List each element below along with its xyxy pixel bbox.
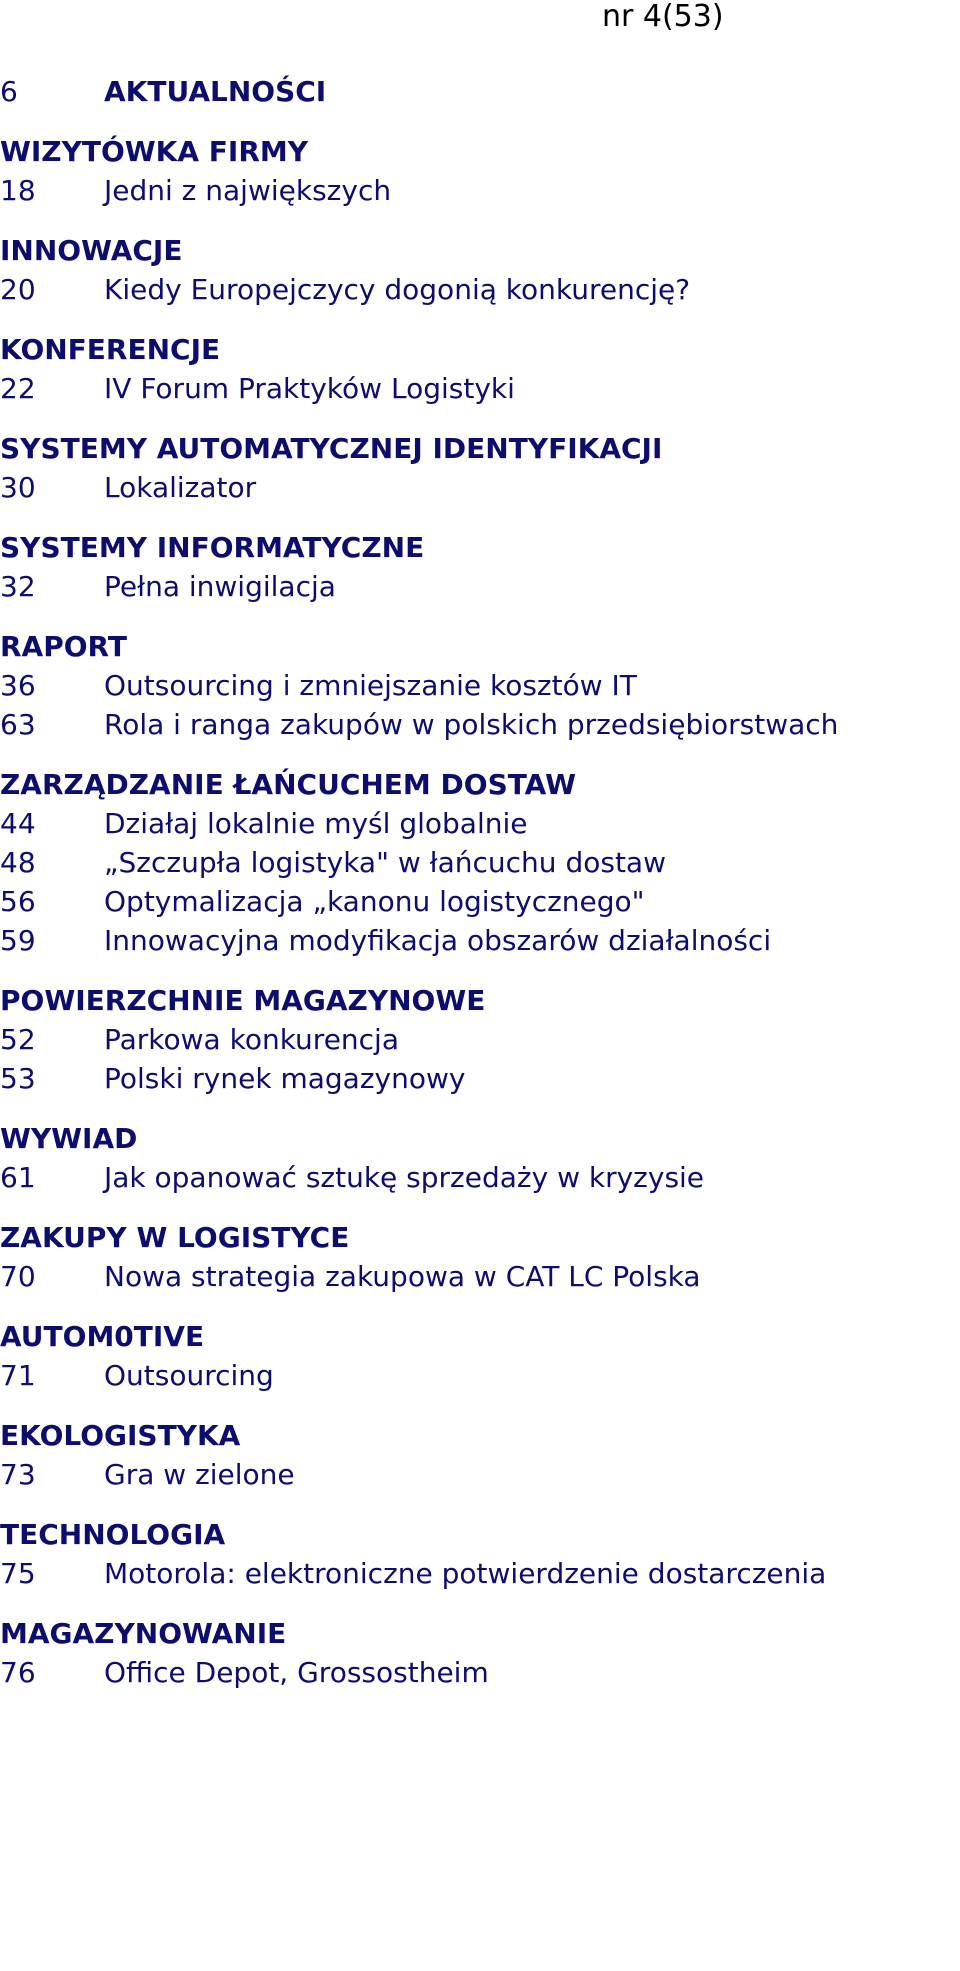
toc-section — [0, 627, 960, 744]
section-heading: ZAKUPY W LOGISTYCE — [0, 1221, 350, 1254]
section-heading: POWIERZCHNIE MAGAZYNOWE — [0, 984, 486, 1017]
toc-entry[interactable] — [0, 1356, 960, 1395]
toc-entry-title: Nowa strategia zakupowa w CAT LC Polska — [104, 1260, 701, 1293]
toc-page-number: 18 — [0, 174, 36, 207]
toc-entry-title: Działaj lokalnie myśl globalnie — [104, 807, 528, 840]
toc-page-number: 63 — [0, 708, 36, 741]
toc-section — [0, 429, 960, 507]
toc-entry-title: Gra w zielone — [104, 1458, 295, 1491]
toc-section — [0, 1515, 960, 1593]
toc-page-number: 22 — [0, 372, 36, 405]
toc-entry-title: Kiedy Europejczycy dogonią konkurencję? — [104, 273, 691, 306]
toc-entry-title: Lokalizator — [104, 471, 257, 504]
toc-section — [0, 1218, 960, 1296]
section-heading: WYWIAD — [0, 1122, 138, 1155]
section-heading: ZARZĄDZANIE ŁAŃCUCHEM DOSTAW — [0, 768, 576, 801]
toc-section — [0, 231, 960, 309]
section-heading: EKOLOGISTYKA — [0, 1419, 241, 1452]
toc-section — [0, 72, 960, 111]
toc-page-number: 61 — [0, 1161, 36, 1194]
toc-page-number: 30 — [0, 471, 36, 504]
toc-entry-title: Polski rynek magazynowy — [104, 1062, 466, 1095]
toc-page-number: 75 — [0, 1557, 36, 1590]
toc-page-number: 70 — [0, 1260, 36, 1293]
toc-entry[interactable] — [0, 1653, 960, 1692]
toc-page-number: 53 — [0, 1062, 36, 1095]
toc-entry[interactable] — [0, 171, 960, 210]
section-heading: SYSTEMY INFORMATYCZNE — [0, 531, 425, 564]
toc-entry-title: Innowacyjna modyfikacja obszarów działalności — [104, 924, 772, 957]
toc-entry-title: Outsourcing i zmniejszanie kosztów IT — [104, 669, 637, 702]
section-heading: MAGAZYNOWANIE — [0, 1617, 287, 1650]
toc-section — [0, 132, 960, 210]
toc-entry-title: Motorola: elektroniczne potwierdzenie dostarczenia — [104, 1557, 827, 1590]
toc-section — [0, 528, 960, 606]
toc-page-number: 73 — [0, 1458, 36, 1491]
toc-entry-title: IV Forum Praktyków Logistyki — [104, 372, 515, 405]
section-heading: TECHNOLOGIA — [0, 1518, 226, 1551]
toc-entry[interactable] — [0, 882, 960, 921]
toc-page-number: 20 — [0, 273, 36, 306]
toc-page-number: 44 — [0, 807, 36, 840]
toc-section — [0, 330, 960, 408]
toc-entry-title: Jak opanować sztukę sprzedaży w kryzysie — [104, 1161, 705, 1194]
toc-entry[interactable] — [0, 468, 960, 507]
toc-entry[interactable] — [0, 804, 960, 843]
toc-entry[interactable] — [0, 270, 960, 309]
toc-entry-title: „Szczupła logistyka" w łańcuchu dostaw — [104, 846, 666, 879]
toc-page-number: 76 — [0, 1656, 36, 1689]
issue-number: nr 4(53) — [602, 0, 724, 34]
toc-page-number: 6 — [0, 75, 18, 108]
toc-entry[interactable] — [0, 1257, 960, 1296]
toc-entry[interactable] — [0, 921, 960, 960]
toc-entry-title: Optymalizacja „kanonu logistycznego" — [104, 885, 645, 918]
toc-entry[interactable] — [0, 369, 960, 408]
section-heading: INNOWACJE — [0, 234, 183, 267]
toc-section — [0, 1614, 960, 1692]
section-heading: KONFERENCJE — [0, 333, 221, 366]
toc-entry-title: Outsourcing — [104, 1359, 274, 1392]
toc-entry[interactable] — [0, 1554, 960, 1593]
toc-page-number: 36 — [0, 669, 36, 702]
toc-section — [0, 765, 960, 960]
toc-entry[interactable] — [0, 843, 960, 882]
toc-page-number: 59 — [0, 924, 36, 957]
toc-entry[interactable] — [0, 72, 960, 111]
toc-entry[interactable] — [0, 705, 960, 744]
toc-entry[interactable] — [0, 1020, 960, 1059]
toc-page-number: 48 — [0, 846, 36, 879]
section-heading: AUTOM0TIVE — [0, 1320, 205, 1353]
toc-entry-title: Parkowa konkurencja — [104, 1023, 399, 1056]
toc-entry[interactable] — [0, 1455, 960, 1494]
toc-entry-title: AKTUALNOŚCI — [104, 75, 327, 108]
toc-page-number: 71 — [0, 1359, 36, 1392]
toc-entry-title: Jedni z największych — [104, 174, 392, 207]
toc-section — [0, 1416, 960, 1494]
section-heading: WIZYTÓWKA FIRMY — [0, 135, 309, 168]
toc-page-number: 56 — [0, 885, 36, 918]
toc-section — [0, 1119, 960, 1197]
section-heading: RAPORT — [0, 630, 127, 663]
toc-entry-title: Pełna inwigilacja — [104, 570, 336, 603]
toc-section — [0, 1317, 960, 1395]
toc-page-number: 32 — [0, 570, 36, 603]
toc-section — [0, 981, 960, 1098]
toc-entry-title: Rola i ranga zakupów w polskich przedsiębiorstwach — [104, 708, 839, 741]
toc-entry[interactable] — [0, 1158, 960, 1197]
toc-entry-title: Office Depot, Grossostheim — [104, 1656, 489, 1689]
toc-entry[interactable] — [0, 567, 960, 606]
table-of-contents — [0, 72, 960, 1713]
toc-entry[interactable] — [0, 1059, 960, 1098]
toc-entry[interactable] — [0, 666, 960, 705]
toc-page-number: 52 — [0, 1023, 36, 1056]
section-heading: SYSTEMY AUTOMATYCZNEJ IDENTYFIKACJI — [0, 432, 663, 465]
